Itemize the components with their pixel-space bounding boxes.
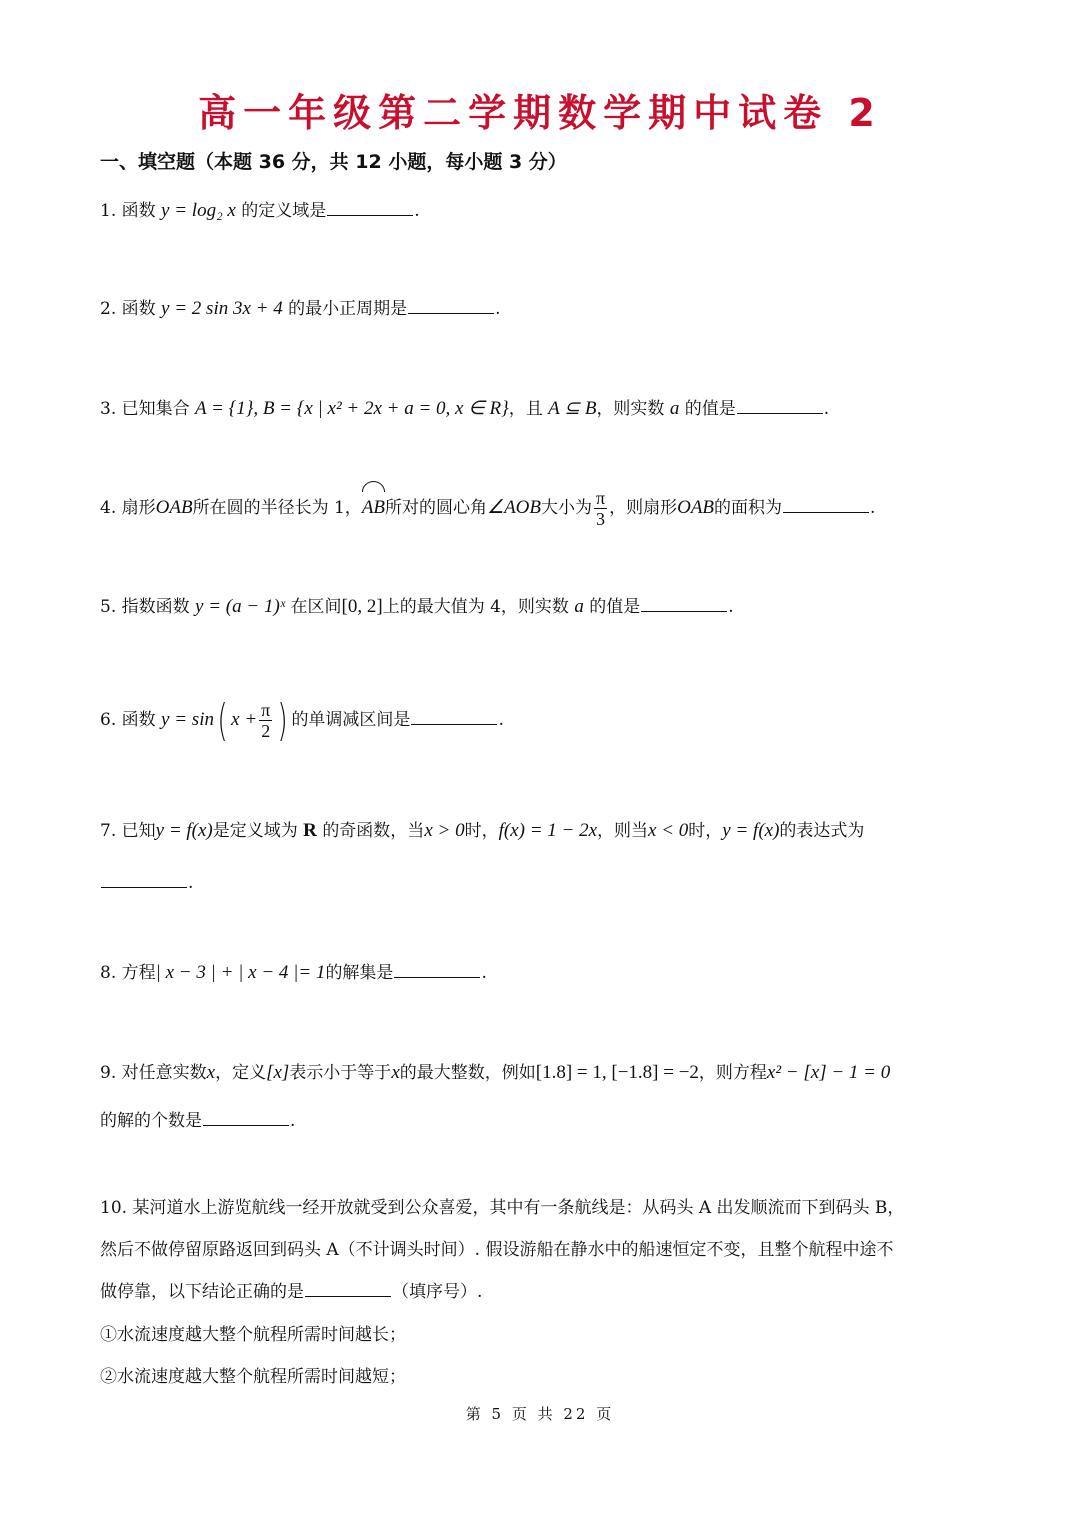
fraction: $\frac{\pi}{2}$ xyxy=(261,700,271,741)
answer-blank[interactable] xyxy=(394,961,480,978)
question-1: 1. 函数 y = log₂ x 的定义域是 . xyxy=(100,200,420,221)
question-7: 7. 已知y = f(x)是定义域为 R 的奇函数，当x > 0时，f(x) = 1 − 2x，则当x < 0时，y = f(x)的表达式为 xyxy=(100,820,865,841)
answer-blank[interactable] xyxy=(737,397,823,414)
question-9: 9. 对任意实数x，定义[x]表示小于等于x的最大整数，例如[1.8] = 1, [−1.8] = −2，则方程x² − [x] − 1 = 0 xyxy=(100,1062,891,1083)
arc-ab: AB xyxy=(362,483,385,533)
question-3: 3. 已知集合 A = {1}, B = {x | x² + 2x + a = 0, x ∈ R}，且 A ⊆ B，则实数 a 的值是 . xyxy=(100,398,830,419)
question-8: 8. 方程| x − 3 | + | x − 4 |= 1的解集是 . xyxy=(100,962,487,983)
answer-blank[interactable] xyxy=(203,1109,289,1126)
answer-blank[interactable] xyxy=(305,1280,391,1297)
fraction: $\frac{\pi}{3}$ xyxy=(596,488,606,529)
option-1: ①水流速度越大整个航程所需时间越长； xyxy=(100,1325,406,1345)
question-10-line1: 10. 某河道水上游览航线一经开放就受到公众喜爱，其中有一条航线是：从码头 A 出发顺流而下到码头 B， xyxy=(100,1198,905,1218)
page-title: 高一年级第二学期数学期中试卷 2 xyxy=(198,91,882,135)
answer-blank[interactable] xyxy=(641,595,727,612)
question-10-line3: 做停靠，以下结论正确的是 （填序号）. xyxy=(100,1282,483,1302)
answer-blank[interactable] xyxy=(101,871,187,888)
question-5: 5. 指数函数 y = (a − 1)ˣ 在区间[0, 2]上的最大值为 4，则实数 a 的值是 . xyxy=(100,596,734,617)
answer-blank[interactable] xyxy=(411,708,497,725)
question-6: 6. 函数 y = sin( x + $\frac{\pi}{2}$ ) 的单调减区间是 . xyxy=(100,694,504,746)
question-4: 4. 扇形OAB所在圆的半径长为 1，AB所对的圆心角∠AOB大小为 $\frac{\pi}{3}$ ，则扇形OAB的面积为 . xyxy=(100,483,875,533)
option-2: ②水流速度越大整个航程所需时间越短； xyxy=(100,1367,406,1387)
question-2: 2. 函数 y = 2 sin 3x + 4 的最小正周期是 . xyxy=(100,298,501,319)
question-9-line2: 的解的个数是 . xyxy=(100,1111,296,1131)
answer-blank[interactable] xyxy=(783,496,869,513)
answer-blank[interactable] xyxy=(408,297,494,314)
page-footer: 第 5 页 共 22 页 xyxy=(465,1405,615,1423)
question-7-answer: . xyxy=(100,858,193,908)
section-heading: 一、填空题（本题 36 分，共 12 小题，每小题 3 分） xyxy=(100,151,567,173)
question-10-line2: 然后不做停留原路返回到码头 A（不计调头时间）. 假设游船在静水中的船速恒定不变，且整个航程中途不 xyxy=(100,1240,894,1260)
answer-blank[interactable] xyxy=(327,199,413,216)
